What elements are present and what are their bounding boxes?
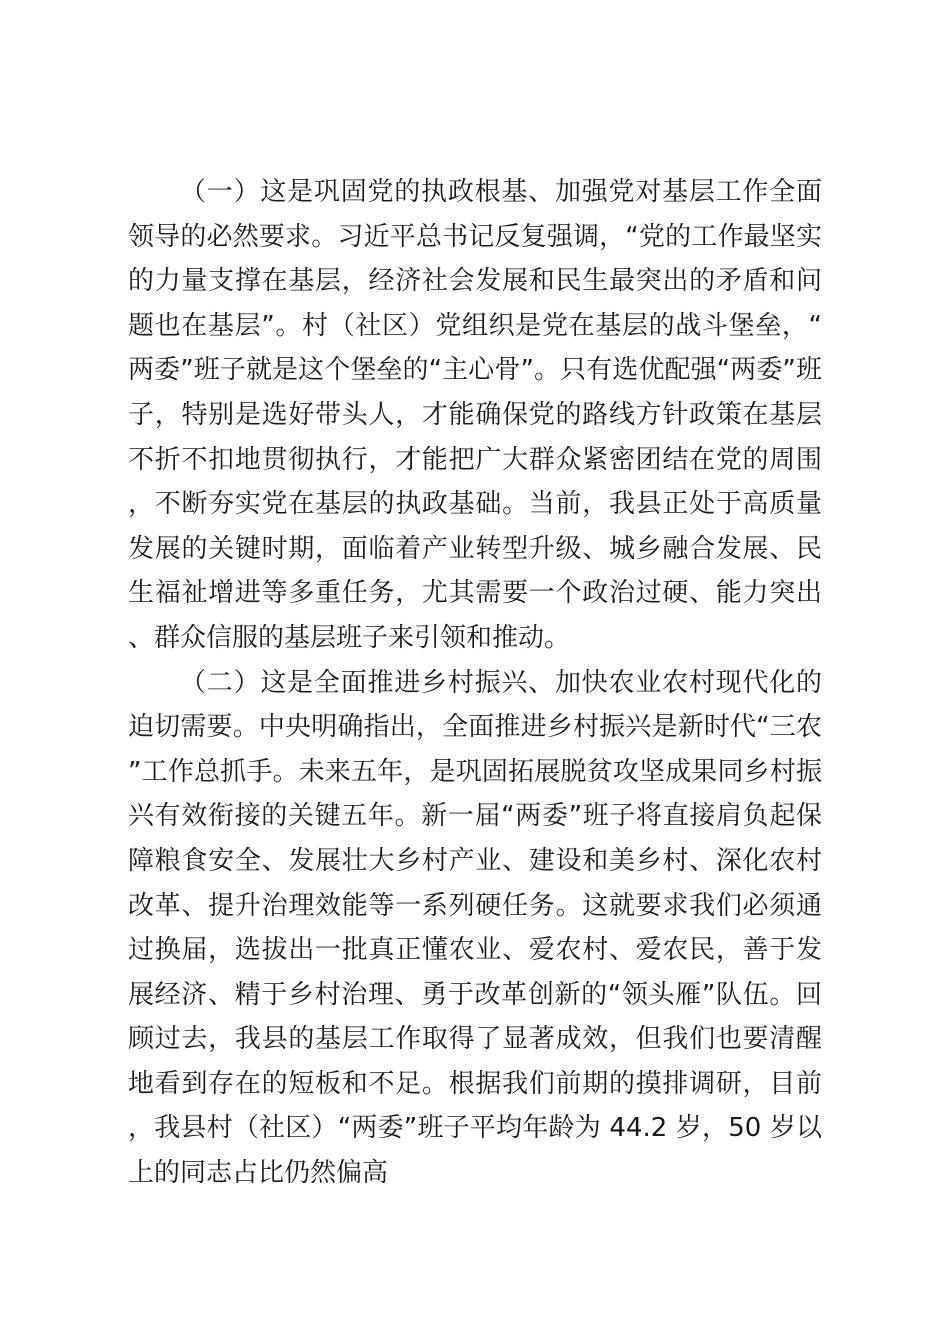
paragraph-2: （二）这是全面推进乡村振兴、加快农业农村现代化的迫切需要。中央明确指出，全面推进乡村振兴是新时代“三农”工作总抓手。未来五年，是巩固拓展脱贫攻坚成果同乡村振兴有效衔接的关键五年。新一届“两委”班子将直接肩负起保障粮食安全、发展壮大乡村产业、建设和美乡村、深化农村改革、提升治理效能等一系列硬任务。这就要求我们必须通过换届，选拔出一批真正懂农业、爱农村、爱农民，善于发展经济、精于乡村治理、勇于改革创新的“领头雁”队伍。回顾过去，我县的基层工作取得了显著成效，但我们也要清醒地看到存在的短板和不足。根据我们前期的摸排调研，目前，我县村（社区）“两委”班子平均年龄为 44.2 岁，50 岁以上的同志占比仍然偏高 [128, 667, 822, 1189]
document-body [128, 170, 822, 1196]
paragraph-1: （一）这是巩固党的执政根基、加强党对基层工作全面领导的必然要求。习近平总书记反复强调，“党的工作最坚实的力量支撑在基层，经济社会发展和民生最突出的矛盾和问题也在基层”。村（社区）党组织是党在基层的战斗堡垒，“两委”班子就是这个堡垒的“主心骨”。只有选优配强“两委”班子，特别是选好带头人，才能确保党的路线方针政策在基层不折不扣地贯彻执行，才能把广大群众紧密团结在党的周围，不断夯实党在基层的执政基础。当前，我县正处于高质量发展的关键时期，面临着产业转型升级、城乡融合发展、民生福祉增进等多重任务，尤其需要一个政治过硬、能力突出、群众信服的基层班子来引领和推动。 [128, 177, 822, 653]
